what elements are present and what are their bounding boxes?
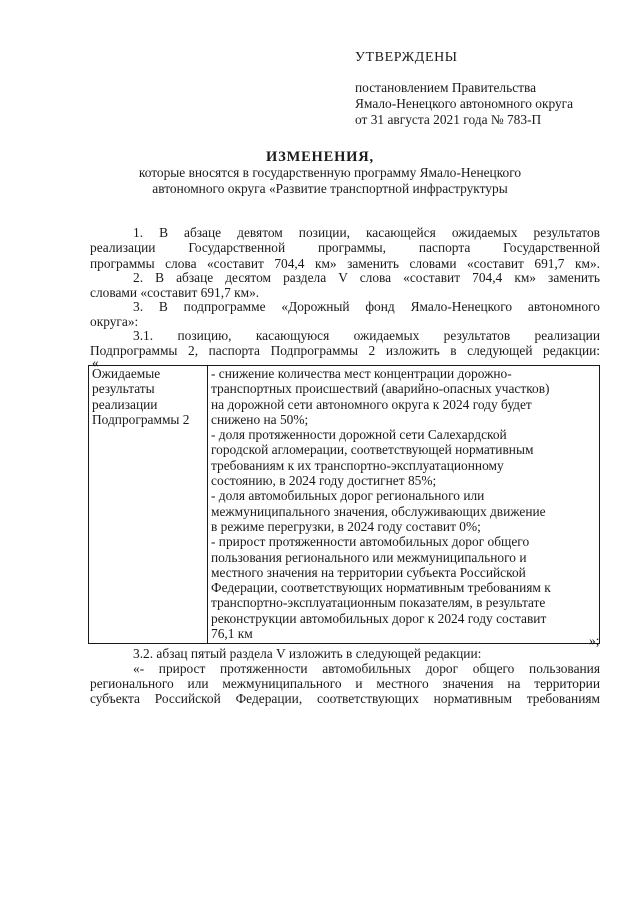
content-line: межмуниципального значения, обслуживающих движение [211,503,546,519]
document-subtitle [120,165,540,197]
paragraph-3-2-line: субъекта Российской Федерации, соответствующих нормативным требованиям [90,691,600,706]
label-line: результаты [92,381,155,397]
content-line: реконструкции автомобильных дорог к 2024 году составит [211,610,547,626]
table-row [89,366,600,644]
subtitle-line: автономного округа «Развитие транспортной инфраструктуры [152,181,508,196]
content-line: транспортно-эксплуатационным показателям, в результате [211,595,546,611]
content-line: - доля автомобильных дорог регионального или [211,488,485,504]
paragraph-2-line: 2. В абзаце десятом раздела V слова «составит 704,4 км» заменить [133,270,600,285]
paragraph-2-line: словами «составит 691,7 км». [90,285,260,300]
label-line: реализации [92,396,158,412]
results-label-cell [89,366,208,644]
content-line: городской агломерации, соответствующей нормативным [211,442,534,458]
content-line: 76,1 км [211,626,253,642]
close-quote: »; [589,633,600,648]
content-line: - доля протяженности дорожной сети Салехардской [211,427,507,443]
content-line: на дорожной сети автономного округа к 2024 году будет [211,396,532,412]
approval-details [355,80,573,128]
paragraph-3-line: 3. В подпрограмме «Дорожный фонд Ямало-Ненецкого автономного [133,299,600,314]
content-line: снижено на 50%; [211,411,309,427]
approval-line: Ямало-Ненецкого автономного округа [355,96,574,111]
paragraph-3-line: округа»: [90,314,139,329]
approval-heading: УТВЕРЖДЕНЫ [355,50,458,65]
open-quote: « [92,355,99,370]
paragraph-1-line: 1. В абзаце девятом позиции, касающейся ожидаемых результатов [133,225,600,240]
paragraph-1-line: реализации Государственной программы, паспорта Государственной [90,240,600,255]
results-content-cell [208,366,600,644]
results-table [88,365,600,644]
paragraph-3-1-line: 3.1. позицию, касающуюся ожидаемых результатов реализации [133,328,600,343]
document-title: ИЗМЕНЕНИЯ, [266,149,374,165]
content-line: - снижение количества мест концентрации дорожно- [211,366,512,381]
paragraph-3-2-line: «- прирост протяженности автомобильных дорог общего пользования [133,661,600,676]
content-line: требованиям к их транспортно-эксплуатационному [211,457,504,473]
label-line: Подпрограммы 2 [92,411,190,427]
subtitle-line: которые вносятся в государственную программу Ямало-Ненецкого [138,165,522,180]
content-line: Федерации, соответствующих нормативным требованиям к [211,580,551,596]
approval-line: от 31 августа 2021 года № 783-П [355,112,542,127]
label-line: Ожидаемые [92,366,161,381]
paragraph-3-2-line: регионального или межмуниципального и местного значения на территории [90,676,600,691]
paragraph-3-2-heading: 3.2. абзац пятый раздела V изложить в следующей редакции: [133,646,482,661]
paragraph-1-line: программы слова «составит 704,4 км» заменить словами «составит 691,7 км». [90,256,600,271]
content-line: пользования регионального или межмуниципального и [211,549,527,565]
content-line: транспортных происшествий (аварийно-опасных участков) [211,381,550,397]
content-line: состоянию, в 2024 году достигнет 85%; [211,473,437,489]
paragraph-3-1-line: Подпрограммы 2, паспорта Подпрограммы 2 изложить в следующей редакции: [90,343,600,358]
content-line: местного значения на территории субъекта Российской [211,564,526,580]
content-line: - прирост протяженности автомобильных дорог общего [211,534,530,550]
approval-line: постановлением Правительства [355,80,537,95]
content-line: в режиме перегрузки, в 2024 году составит 0%; [211,518,481,534]
